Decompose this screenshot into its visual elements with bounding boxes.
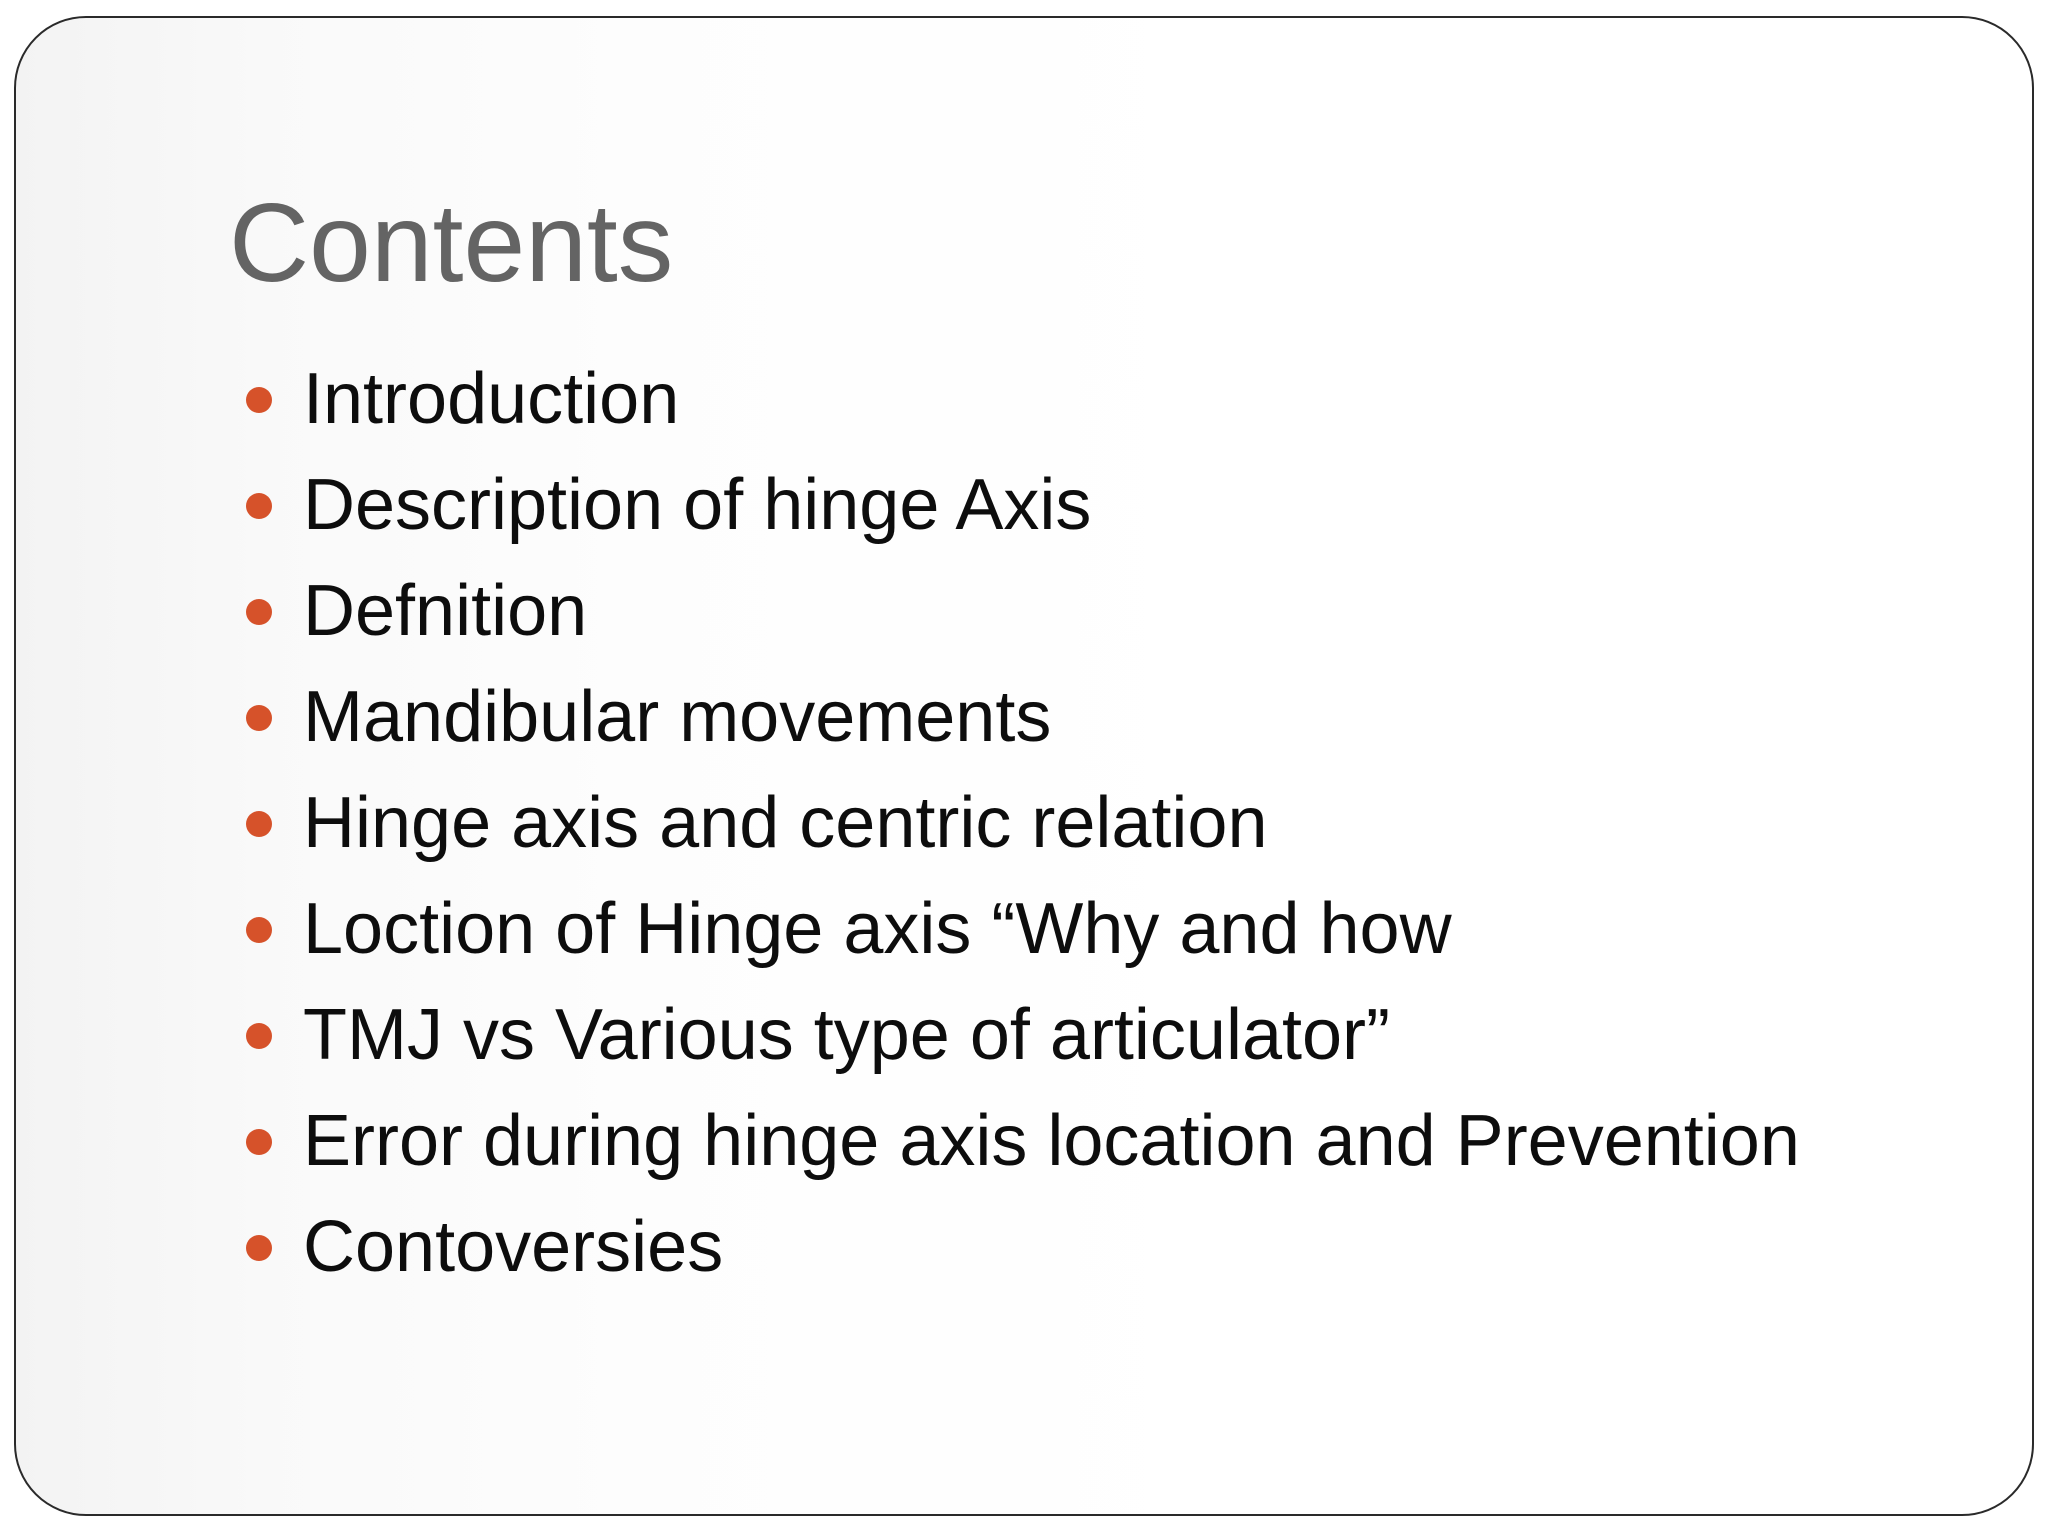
list-item-label: Contoversies [303, 1207, 724, 1287]
bullet-icon [246, 1129, 272, 1155]
list-item [229, 664, 1800, 770]
list-item-label: Defnition [303, 571, 588, 651]
list-item-label: Error during hinge axis location and Prevention [303, 1101, 1800, 1181]
bullet-icon [246, 811, 272, 837]
list-item [229, 1088, 1800, 1194]
list-item-label: Introduction [303, 359, 680, 439]
slide [14, 16, 2034, 1516]
bullet-icon [246, 705, 272, 731]
list-item-label: Hinge axis and centric relation [303, 783, 1268, 863]
bullet-icon [246, 599, 272, 625]
list-item [229, 558, 1800, 664]
contents-list [229, 346, 1800, 1300]
slide-title: Contents [229, 181, 674, 305]
list-item-label: Loction of Hinge axis “Why and how [303, 889, 1452, 969]
list-item-label: Mandibular movements [303, 677, 1052, 757]
list-item-label: Description of hinge Axis [303, 465, 1092, 545]
list-item-label: TMJ vs Various type of articulator” [303, 995, 1390, 1075]
bullet-icon [246, 917, 272, 943]
list-item [229, 452, 1800, 558]
list-item [229, 346, 1800, 452]
bullet-icon [246, 387, 272, 413]
bullet-icon [246, 1023, 272, 1049]
list-item [229, 876, 1800, 982]
list-item [229, 982, 1800, 1088]
bullet-icon [246, 1235, 272, 1261]
list-item [229, 770, 1800, 876]
list-item [229, 1194, 1800, 1300]
bullet-icon [246, 493, 272, 519]
